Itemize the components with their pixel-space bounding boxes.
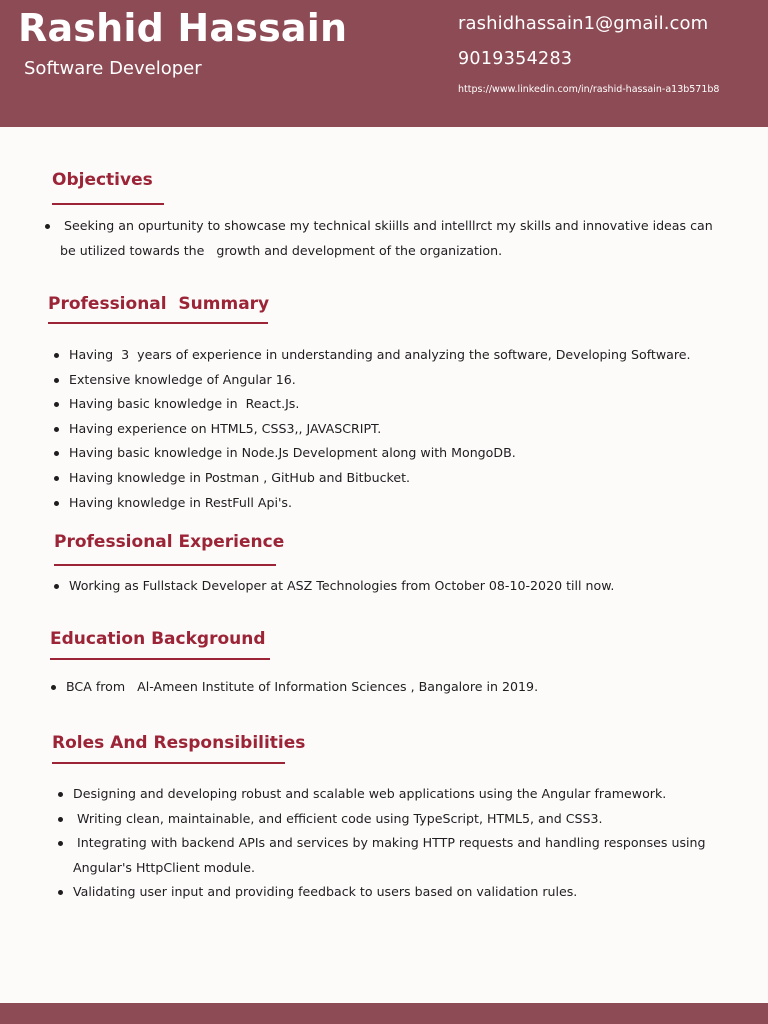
list-item-text: Writing clean, maintainable, and efficient code using TypeScript, HTML5, and CSS3.	[73, 810, 603, 826]
roles-heading: Roles And Responsibilities	[52, 733, 306, 753]
list-item-text: Having basic knowledge in Node.Js Development along with MongoDB.	[69, 445, 516, 461]
bullet-icon	[58, 792, 63, 797]
list-item-text: Having basic knowledge in React.Js.	[69, 396, 300, 412]
resume-header	[0, 0, 768, 127]
bullet-icon	[54, 402, 59, 407]
phone-number: 9019354283	[458, 49, 573, 69]
experience-heading: Professional Experience	[54, 532, 285, 552]
summary-underline	[48, 322, 268, 324]
bullet-icon	[54, 427, 59, 432]
bullet-icon	[51, 685, 56, 690]
bullet-icon	[58, 890, 63, 895]
candidate-name: Rashid Hassain	[18, 6, 348, 50]
list-item	[69, 343, 691, 368]
list-item-text: Having knowledge in Postman , GitHub and Bitbucket.	[69, 469, 411, 485]
list-item	[73, 807, 706, 832]
list-item	[69, 441, 691, 466]
list-item-text: Working as Fullstack Developer at ASZ Technologies from October 08-10-2020 till now.	[69, 578, 615, 593]
roles-list	[73, 782, 706, 905]
list-item-text: Having 3 years of experience in understanding and analyzing the software, Developing Software.	[69, 347, 691, 362]
bullet-icon	[45, 224, 50, 229]
list-item	[69, 368, 691, 393]
email-link[interactable]: rashidhassain1@gmail.com	[458, 13, 709, 34]
education-heading: Education Background	[50, 629, 266, 649]
bullet-icon	[54, 451, 59, 456]
bullet-icon	[54, 353, 59, 358]
list-item-text: Seeking an opurtunity to showcase my technical skiills and intelllrct my skills and innovative ideas can be utilized towards the growth and development of the organization.	[60, 218, 713, 258]
bullet-icon	[54, 378, 59, 383]
bullet-icon	[54, 584, 59, 589]
list-item	[73, 831, 706, 880]
list-item-text: Having knowledge in RestFull Api's.	[69, 494, 292, 510]
list-item-text: BCA from Al-Ameen Institute of Information Sciences , Bangalore in 2019.	[66, 679, 539, 694]
list-item	[69, 417, 691, 442]
list-item-text: Extensive knowledge of Angular 16.	[69, 371, 296, 387]
list-item	[66, 675, 538, 700]
bullet-icon	[54, 476, 59, 481]
experience-underline	[54, 564, 276, 566]
linkedin-link[interactable]: https://www.linkedin.com/in/rashid-hassain-a13b571b8	[458, 84, 720, 95]
list-item	[69, 392, 691, 417]
experience-list	[69, 574, 614, 599]
list-item-text: Having experience on HTML5, CSS3,, JAVASCRIPT.	[69, 420, 382, 436]
education-list	[66, 675, 538, 700]
list-item-text: Validating user input and providing feedback to users based on validation rules.	[73, 884, 578, 900]
bullet-icon	[58, 841, 63, 846]
list-item	[60, 214, 713, 263]
list-item-text: Designing and developing robust and scalable web applications using the Angular framework.	[73, 786, 667, 801]
list-item-text: Integrating with backend APIs and services by making HTTP requests and handling responses using Angular's HttpClient module.	[73, 835, 706, 875]
candidate-role: Software Developer	[24, 58, 202, 79]
bullet-icon	[54, 501, 59, 506]
objectives-list	[60, 214, 713, 263]
summary-list	[69, 343, 691, 515]
resume-footer	[0, 1003, 768, 1024]
roles-underline	[52, 762, 285, 764]
list-item	[69, 574, 614, 599]
list-item	[73, 782, 706, 807]
bullet-icon	[58, 817, 63, 822]
education-underline	[50, 658, 270, 660]
list-item	[69, 466, 691, 491]
list-item	[73, 880, 706, 905]
list-item	[69, 491, 691, 516]
objectives-heading: Objectives	[52, 170, 153, 190]
objectives-underline	[52, 203, 164, 205]
summary-heading: Professional Summary	[48, 294, 270, 314]
